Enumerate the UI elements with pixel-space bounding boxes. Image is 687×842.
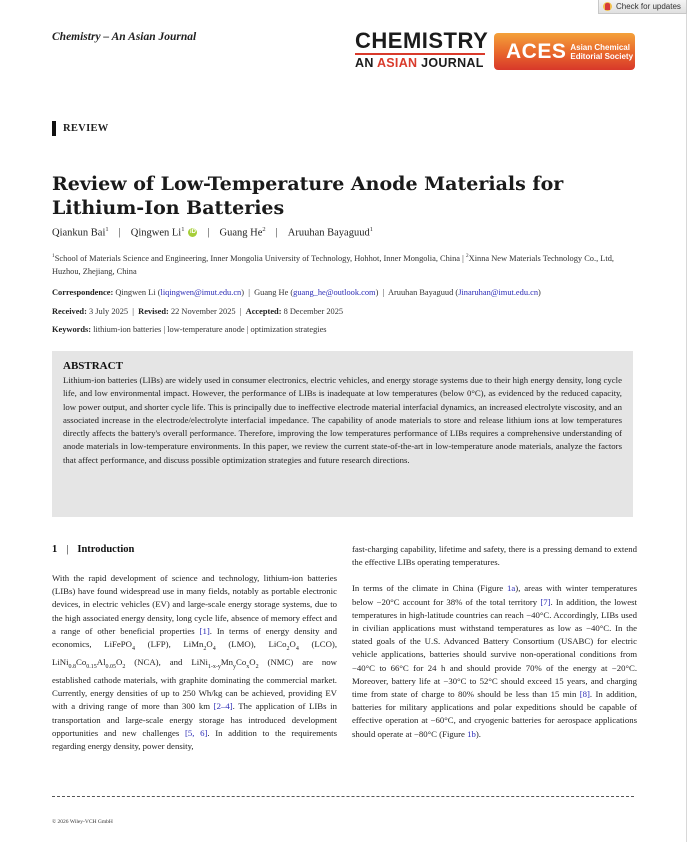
logo-line2: AN ASIAN JOURNAL [355,56,484,70]
abstract-box [52,351,633,517]
citation-link[interactable]: [2–4] [213,701,233,712]
keyword[interactable]: lithium-ion batteries [93,325,162,334]
logo-rule [355,53,485,55]
logo-line1: CHEMISTRY [355,28,489,53]
email-link[interactable]: Jinaruhan@imut.edu.cn [458,288,539,297]
right-column [352,543,637,741]
citation-link[interactable]: [1] [199,625,210,636]
author-separator: | [207,226,210,238]
footer-divider [52,796,634,797]
author[interactable]: Aruuhan Bayaguud$^1$ [287,226,373,239]
aces-acronym: ACES [506,39,567,63]
running-journal-name: Chemistry – An Asian Journal [52,31,197,43]
author-list [52,226,373,239]
author-separator: | [275,226,278,238]
section-heading-introduction: 1 | Introduction [52,544,135,555]
intro-paragraph: With the rapid development of science and technology, lithium-ion batteries (LIBs) have found widespread use in many fields, notably as portable electronic devices, in electric vehicles (EV) and large-scale energy storage systems, due to the high associated energy density, long cycle life, absence of memory effect and a range of other beneficial properties [1]. In terms of energy density and economics, LiFePO$_4$ (LFP), $LiMn_2O_4$ (LMO), $LiCo_2O_4$ (LCO), $LiNi_{0.8}Co_{0.15}Al_{0.05}O_2$ (NCA), and $LiNi_{1-x-y}Mn_yCo_xO_2$ (NMC) are now established cathode materials, with graphite dominating the commercial market. Currently, energy densities of up to 250 Wh/kg can be achieved, providing EV with a driving range of more than 300 km [2–4]. The application of LIBs in transportation and large-scale energy storage has introduced development opportunities and new challenges [5, 6]. In addition to the requirements regarding energy density, power density, [52,573,338,751]
body-paragraph: fast-charging capability, lifetime and safety, there is a pressing demand to extend the effective LIBs operating temperatures. [352,544,637,568]
abstract-text: Lithium-ion batteries (LIBs) are widely used in consumer electronics, electric vehicles, and energy storage systems due to their high energy density, long cycle life, and low environmental impact. However, the performance of LIBs is inadequate at low temperatures (below 0°C), as evidenced by the reduced capacity, low power output, and shorter cycle life. This is principally due to ineffective electrode material interfacial dynamics, an increased electrolyte viscosity, and an associated increase in the electrode/electrolyte interfacial impedance. The capability of anode materials to store and release lithium ions at low temperatures directly affects the battery's overall performance. Therefore, improving the low temperatures performance of LIBs requires a comprehensive understanding of anode materials in low-temperature environments. In this paper, we review the current state-of-the-art in low-temperature anode materials, analyze the factors that affect performance, and discuss possible optimization strategies and future research directions. [63,375,622,465]
aces-fullname: Asian Chemical Editorial Society [570,42,634,61]
check-for-updates-button[interactable] [598,0,687,14]
figure-link[interactable]: 1a [507,583,516,594]
article-type [52,121,109,136]
aces-logo [494,33,635,70]
citation-link[interactable]: [5, 6] [184,727,208,738]
author[interactable]: Qingwen Li$^1$ [130,226,185,239]
journal-logo [355,30,488,70]
body-paragraph: In terms of the climate in China (Figure 1a), areas with winter temperatures below −20°C account for 38% of the total territory [7]. In addition, the lowest temperatures in high-latitude countries can reach −40°C. Accordingly, LIBs used in civilian applications must withstand temperatures as low as −40°C. In the stated goals of the U.S. Advanced Battery Consortium (USABC) for electric vehicle applications, batteries should survive non-operational conditions from −40°C to 66°C for 24 h and should provide 70% of the energy at −20°C. Moreover, battery life at −30°C to 52°C should exceed 15 years, and charging time from state of charge to 80% should be less than 15 min [8]. In addition, batteries for military applications and polar expeditions should be capable of effective operation at −60°C, and cryogenic batteries for aerospace applications should operate at −80°C (Figure 1b). [352,583,637,739]
keyword[interactable]: optimization strategies [250,325,327,334]
email-link[interactable]: liqingwen@imut.edu.cn [160,288,242,297]
abstract-heading: ABSTRACT [63,360,123,372]
email-link[interactable]: guang_he@outlook.com [293,288,376,297]
copyright: © 2026 Wiley-VCH GmbH [52,819,113,825]
article-title: Review of Low-Temperature Anode Materials for Lithium-Ion Batteries [52,173,564,219]
article-type-bar [52,121,56,136]
correspondence: Correspondence: Qingwen Li (liqingwen@imut.edu.cn) | Guang He (guang_he@outlook.com) | Aruuhan Bayaguud (Jinaruhan@imut.edu.cn) [52,288,541,297]
citation-link[interactable]: [8] [579,689,590,700]
orcid-icon[interactable]: iD [189,228,196,235]
check-for-updates-label: Check for updates [616,2,681,11]
figure-link[interactable]: 1b [467,728,476,739]
article-type-label: REVIEW [63,123,109,134]
crossmark-icon [603,2,612,11]
author[interactable]: Guang He$^2$ [219,226,266,239]
keyword[interactable]: low-temperature anode [167,325,245,334]
keywords: Keywords: lithium-ion batteries | low-temperature anode | optimization strategies [52,325,327,334]
author[interactable]: Qiankun Bai$^1$ [52,226,109,239]
left-column [52,572,337,753]
author-separator: | [118,226,121,238]
article-dates: Received: 3 July 2025 | Revised: 22 November 2025 | Accepted: 8 December 2025 [52,307,344,316]
affiliations: $^1$School of Materials Science and Engineering, Inner Mongolia University of Technology, Hohhot, Inner Mongolia, China | $^2$Xinna New Materials Technology Co., Ltd, Huzhou, Zhejiang, China [52,253,614,276]
citation-link[interactable]: [7] [540,596,551,607]
